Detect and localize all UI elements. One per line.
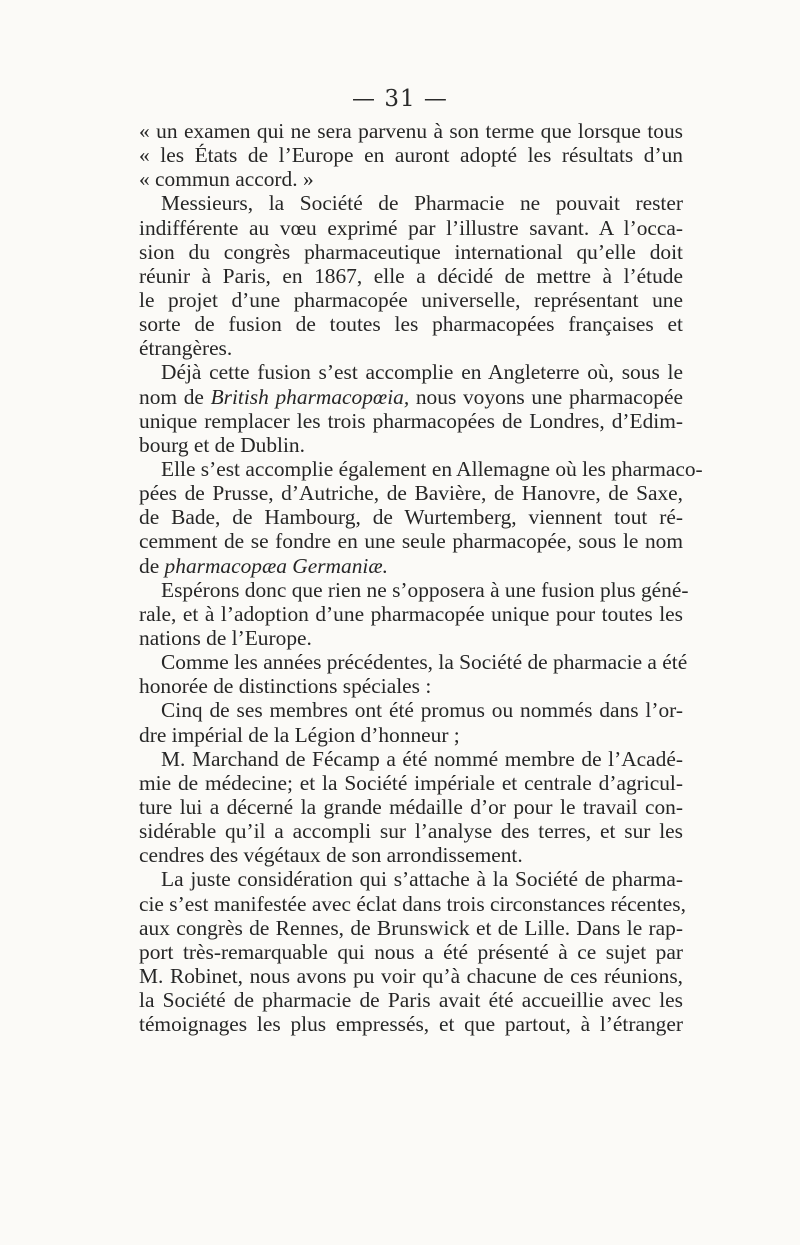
text-line: cemment de se fondre en une seule pharmacopée, sous le nom [139,529,683,554]
text-line: cendres des végétaux de son arrondissement. [139,843,523,868]
text-line: « les États de l’Europe en auront adopté les résultats d’un [139,143,683,168]
text-line: honorée de distinctions spéciales : [139,674,432,699]
text-line: bourg et de Dublin. [139,432,305,457]
text-line: « commun accord. » [139,167,314,192]
page-number: — 31 — [352,86,448,112]
text-line: Messieurs, la Société de Pharmacie ne pouvait rester [161,191,683,216]
text-line: étrangères. [139,336,233,361]
text-line: port très-remarquable qui nous a été présenté à ce sujet par [139,939,683,964]
text-line: le projet d’une pharmacopée universelle, représentant une [139,287,683,312]
text-line: de Bade, de Hambourg, de Wurtemberg, viennent tout ré- [139,505,683,530]
text-line: réunir à Paris, en 1867, elle a décidé de mettre à l’étude [139,263,683,288]
text-line: cie s’est manifestée avec éclat dans trois circonstances récentes, [139,891,686,916]
text-line: dre impérial de la Légion d’honneur ; [139,722,460,747]
italic-title: pharmacopæa Germaniæ. [164,553,388,578]
text-line: « un examen qui ne sera parvenu à son terme que lorsque tous [139,119,683,143]
text-line: Cinq de ses membres ont été promus ou nommés dans l’or- [161,698,683,723]
text-line: rale, et à l’adoption d’une pharmacopée unique pour toutes les [139,601,683,626]
text-line: aux congrès de Rennes, de Brunswick et de Lille. Dans le rap- [139,915,683,940]
text-line: La juste considération qui s’attache à la Société de pharma- [161,867,683,892]
text-segment: nom de [139,384,211,409]
text-line: Elle s’est accomplie également en Allemagne où les pharmaco- [161,456,703,481]
text-line: M. Marchand de Fécamp a été nommé membre de l’Acadé- [161,746,683,771]
body-text [139,119,703,1037]
text-line: témoignages les plus empressés, et que partout, à l’étranger [139,1012,683,1037]
text-line: Comme les années précédentes, la Société de pharmacie a été [161,650,688,675]
text-line: ture lui a décerné la grande médaille d’or pour le travail con- [139,794,683,819]
text-segment: de [139,553,165,578]
italic-title: British pharmacopœia, [210,384,410,409]
text-line [139,554,683,578]
text-line: Espérons donc que rien ne s’opposera à une fusion plus géné- [161,577,689,602]
text-line: unique remplacer les trois pharmacopées de Londres, d’Edim- [139,408,683,433]
text-line: pées de Prusse, d’Autriche, de Bavière, de Hanovre, de Saxe, [139,481,683,506]
text-line: sion du congrès pharmaceutique international qu’elle doit [139,239,683,264]
text-segment: nous voyons une pharmacopée [409,384,683,409]
text-line: sorte de fusion de toutes les pharmacopées françaises et [139,312,683,337]
text-line: sidérable qu’il a accompli sur l’analyse des terres, et sur les [139,819,683,844]
text-line: indifférente au vœu exprimé par l’illustre savant. A l’occa- [139,215,683,240]
text-line: mie de médecine; et la Société impériale et centrale d’agricul- [139,770,683,795]
text-line [139,385,683,409]
text-line: Déjà cette fusion s’est accomplie en Angleterre où, sous le [161,360,683,385]
text-line: la Société de pharmacie de Paris avait été accueillie avec les [139,988,683,1013]
text-line: nations de l’Europe. [139,625,312,650]
text-line: M. Robinet, nous avons pu voir qu’à chacune de ces réunions, [139,963,683,988]
